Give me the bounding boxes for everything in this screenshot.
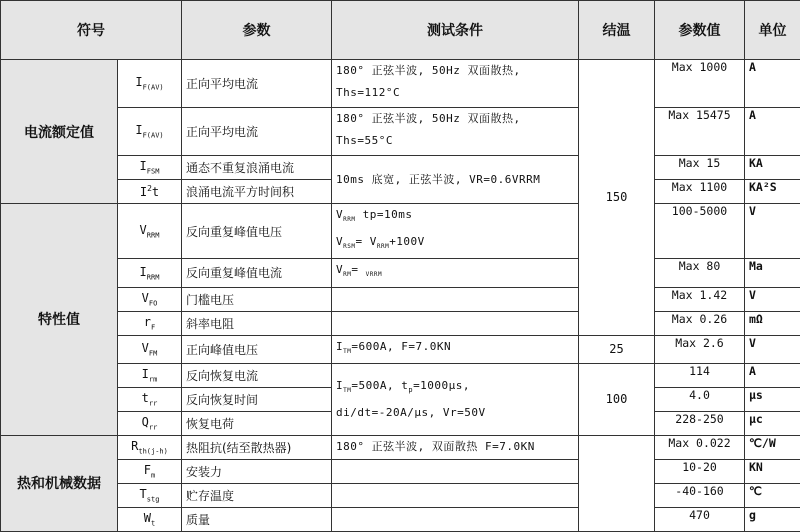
value-cell: Max 2.6 bbox=[655, 335, 745, 363]
group-rated: 电流额定值 bbox=[1, 60, 118, 204]
condition-cell bbox=[332, 287, 579, 311]
unit-cell: A bbox=[745, 363, 800, 387]
header-parameter: 参数 bbox=[182, 1, 332, 60]
symbol-cell: $I_{rm}$ bbox=[118, 363, 182, 387]
table-row bbox=[1, 311, 800, 335]
unit-cell: V bbox=[745, 287, 800, 311]
parameter-cell: 正向平均电流 bbox=[182, 60, 332, 108]
condition-cell: $I_{TM}=500A$, $t_p=1000\mu s$, di/dt=-20A/μs, Vr=50V bbox=[332, 363, 579, 435]
parameter-cell: 贮存温度 bbox=[182, 483, 332, 507]
parameter-cell: 浪涌电流平方时间积 bbox=[182, 180, 332, 204]
parameter-cell: 反向恢复时间 bbox=[182, 387, 332, 411]
value-cell: 4.0 bbox=[655, 387, 745, 411]
value-cell: 10-20 bbox=[655, 459, 745, 483]
symbol-cell: $F_m$ bbox=[118, 459, 182, 483]
table-row bbox=[1, 204, 800, 259]
table-row bbox=[1, 507, 800, 531]
table-row bbox=[1, 156, 800, 180]
symbol-cell: $V_{FM}$ bbox=[118, 335, 182, 363]
unit-cell: ℃ bbox=[745, 483, 800, 507]
condition-cell: $V_{RRM}$ tp=10ms $V_{RSM}= V_{RRM}+100V$ bbox=[332, 204, 579, 259]
temp-150: 150 bbox=[579, 60, 655, 336]
value-cell: 114 bbox=[655, 363, 745, 387]
group-thermal-mechanical: 热和机械数据 bbox=[1, 435, 118, 531]
parameter-cell: 通态不重复浪涌电流 bbox=[182, 156, 332, 180]
header-symbol: 符号 bbox=[1, 1, 182, 60]
unit-cell: A bbox=[745, 60, 800, 108]
symbol-cell: $T_{stg}$ bbox=[118, 483, 182, 507]
table-row bbox=[1, 483, 800, 507]
table-row bbox=[1, 435, 800, 459]
value-cell: Max 1000 bbox=[655, 60, 745, 108]
parameter-cell: 质量 bbox=[182, 507, 332, 531]
unit-cell: μc bbox=[745, 411, 800, 435]
parameter-cell: 门槛电压 bbox=[182, 287, 332, 311]
unit-cell: mΩ bbox=[745, 311, 800, 335]
condition-cell bbox=[332, 459, 579, 483]
condition-cell bbox=[332, 483, 579, 507]
parameter-cell: 反向重复峰值电压 bbox=[182, 204, 332, 259]
symbol-cell: $V_{RRM}$ bbox=[118, 204, 182, 259]
symbol-cell: $I_{F(AV)}$ bbox=[118, 108, 182, 156]
parameter-cell: 恢复电荷 bbox=[182, 411, 332, 435]
table-row bbox=[1, 459, 800, 483]
table-row bbox=[1, 259, 800, 287]
symbol-cell: $R_{th(j-h)}$ bbox=[118, 435, 182, 459]
value-cell: Max 15 bbox=[655, 156, 745, 180]
value-cell: 100-5000 bbox=[655, 204, 745, 259]
condition-cell: $V_{RM}= _{VRRM}$ bbox=[332, 259, 579, 287]
condition-cell: 180° 正弦半波, 双面散热 F=7.0KN bbox=[332, 435, 579, 459]
condition-cell: 10ms 底宽, 正弦半波, VR=0.6VRRM bbox=[332, 156, 579, 204]
condition-cell: $I_{TM}=600A$, F=7.0KN bbox=[332, 335, 579, 363]
condition-cell bbox=[332, 507, 579, 531]
header-junction-temp: 结温 bbox=[579, 1, 655, 60]
header-row bbox=[1, 1, 800, 60]
unit-cell: KN bbox=[745, 459, 800, 483]
header-conditions: 测试条件 bbox=[332, 1, 579, 60]
unit-cell: KA bbox=[745, 156, 800, 180]
parameter-cell: 安装力 bbox=[182, 459, 332, 483]
value-cell: Max 0.26 bbox=[655, 311, 745, 335]
unit-cell: KA²S bbox=[745, 180, 800, 204]
value-cell: -40-160 bbox=[655, 483, 745, 507]
unit-cell: ℃/W bbox=[745, 435, 800, 459]
symbol-cell: $t_{rr}$ bbox=[118, 387, 182, 411]
header-value: 参数值 bbox=[655, 1, 745, 60]
value-cell: Max 15475 bbox=[655, 108, 745, 156]
header-unit: 单位 bbox=[745, 1, 800, 60]
value-cell: 470 bbox=[655, 507, 745, 531]
table-row bbox=[1, 60, 800, 108]
symbol-cell: $Q_{rr}$ bbox=[118, 411, 182, 435]
condition-cell: 180° 正弦半波, 50Hz 双面散热, Ths=112°C bbox=[332, 60, 579, 108]
temp-100: 100 bbox=[579, 363, 655, 435]
group-characteristics: 特性值 bbox=[1, 204, 118, 436]
parameter-cell: 反向重复峰值电流 bbox=[182, 259, 332, 287]
symbol-cell: $W_t$ bbox=[118, 507, 182, 531]
unit-cell: V bbox=[745, 335, 800, 363]
symbol-cell: $I^2t$ bbox=[118, 180, 182, 204]
table-row bbox=[1, 287, 800, 311]
unit-cell: μs bbox=[745, 387, 800, 411]
condition-cell bbox=[332, 311, 579, 335]
table-row bbox=[1, 363, 800, 387]
temp-empty bbox=[579, 435, 655, 531]
parameter-cell: 正向峰值电压 bbox=[182, 335, 332, 363]
value-cell: 228-250 bbox=[655, 411, 745, 435]
unit-cell: Ma bbox=[745, 259, 800, 287]
parameter-cell: 热阻抗(结至散热器) bbox=[182, 435, 332, 459]
symbol-cell: $V_{FO}$ bbox=[118, 287, 182, 311]
unit-cell: A bbox=[745, 108, 800, 156]
parameter-cell: 正向平均电流 bbox=[182, 108, 332, 156]
value-cell: Max 80 bbox=[655, 259, 745, 287]
symbol-cell: $I_{F(AV)}$ bbox=[118, 60, 182, 108]
table-row bbox=[1, 108, 800, 156]
value-cell: Max 1100 bbox=[655, 180, 745, 204]
unit-cell: V bbox=[745, 204, 800, 259]
condition-cell: 180° 正弦半波, 50Hz 双面散热, Ths=55°C bbox=[332, 108, 579, 156]
unit-cell: g bbox=[745, 507, 800, 531]
temp-25: 25 bbox=[579, 335, 655, 363]
symbol-cell: $I_{FSM}$ bbox=[118, 156, 182, 180]
value-cell: Max 0.022 bbox=[655, 435, 745, 459]
parameter-cell: 反向恢复电流 bbox=[182, 363, 332, 387]
symbol-cell: $r_F$ bbox=[118, 311, 182, 335]
parameter-cell: 斜率电阻 bbox=[182, 311, 332, 335]
value-cell: Max 1.42 bbox=[655, 287, 745, 311]
symbol-cell: $I_{RRM}$ bbox=[118, 259, 182, 287]
table-row bbox=[1, 335, 800, 363]
